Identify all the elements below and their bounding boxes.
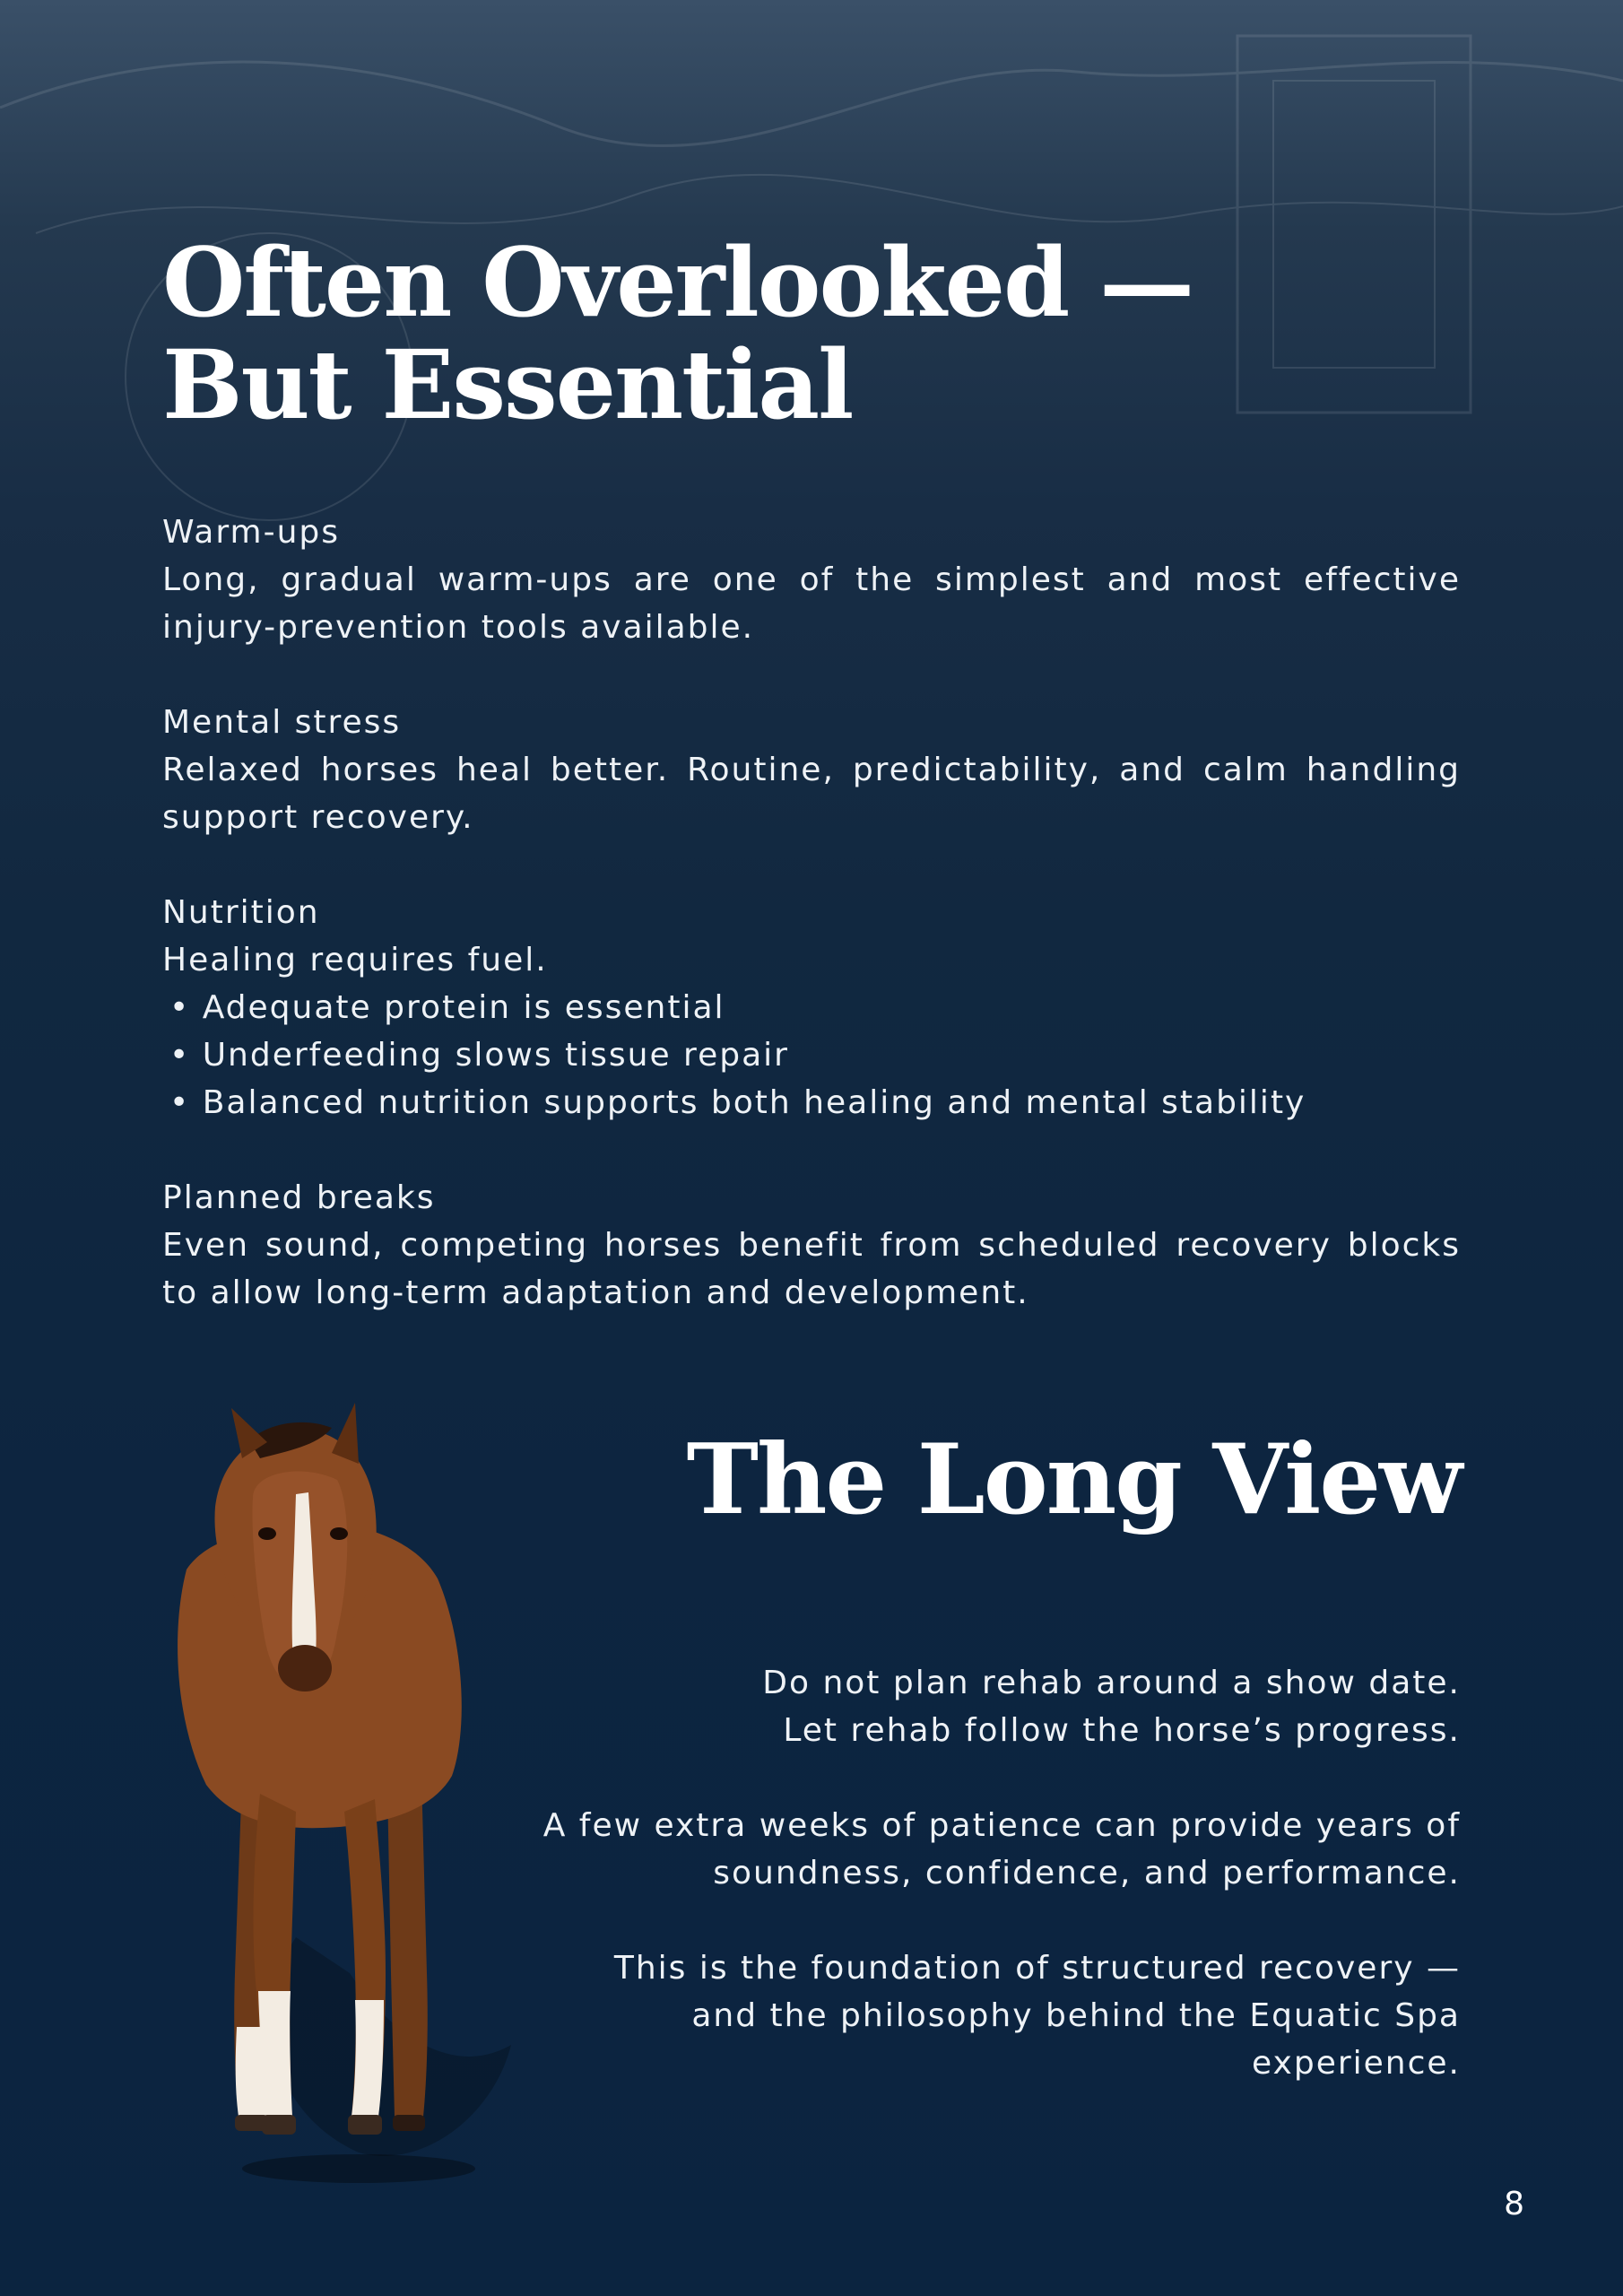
bullet-item: • Adequate protein is essential bbox=[162, 984, 1461, 1031]
paragraph-line: and the philosophy behind the Equatic Spa bbox=[691, 1997, 1461, 2034]
section-text: Relaxed horses heal better. Routine, predictability, and calm handling support recovery. bbox=[162, 752, 1461, 836]
paragraph-line: Let rehab follow the horse’s progress. bbox=[783, 1712, 1461, 1749]
section-mental-stress bbox=[162, 699, 1461, 841]
section-heading: Mental stress bbox=[162, 704, 402, 741]
paragraph-line: experience. bbox=[1252, 2045, 1461, 2082]
bullet-item: • Balanced nutrition supports both healing and mental stability bbox=[162, 1079, 1461, 1126]
tips-list bbox=[162, 509, 1461, 1364]
paragraph-line: This is the foundation of structured recovery — bbox=[613, 1950, 1461, 1987]
section-warm-ups bbox=[162, 509, 1461, 651]
page-title-line-2: But Essential bbox=[162, 328, 853, 440]
section-heading: Warm-ups bbox=[162, 514, 341, 551]
page-title bbox=[162, 226, 1193, 440]
section-nutrition bbox=[162, 889, 1461, 1126]
paragraph-line: Do not plan rehab around a show date. bbox=[762, 1665, 1461, 1701]
page-number: 8 bbox=[1504, 2186, 1524, 2222]
paragraph-line: A few extra weeks of patience can provide years of bbox=[542, 1807, 1461, 1844]
section-heading: Planned breaks bbox=[162, 1179, 436, 1216]
section-heading: Nutrition bbox=[162, 894, 320, 931]
bullet-item: • Underfeeding slows tissue repair bbox=[162, 1031, 1461, 1079]
long-view-text bbox=[492, 1659, 1461, 2135]
long-view-title: The Long View bbox=[686, 1423, 1461, 1536]
long-view-paragraph bbox=[492, 1944, 1461, 2087]
paragraph-line: soundness, confidence, and performance. bbox=[713, 1855, 1461, 1892]
section-text: Long, gradual warm-ups are one of the simplest and most effective injury-prevention tools available. bbox=[162, 561, 1461, 646]
section-text: Healing requires fuel. bbox=[162, 942, 548, 978]
page-title-line-1: Often Overlooked — bbox=[162, 226, 1193, 338]
nutrition-bullet-list bbox=[162, 984, 1461, 1126]
horse-illustration bbox=[152, 1399, 529, 2188]
long-view-paragraph bbox=[492, 1802, 1461, 1897]
section-text: Even sound, competing horses benefit from scheduled recovery blocks to allow long-term adaptation and development. bbox=[162, 1227, 1461, 1311]
long-view-paragraph bbox=[492, 1659, 1461, 1754]
section-planned-breaks bbox=[162, 1174, 1461, 1317]
